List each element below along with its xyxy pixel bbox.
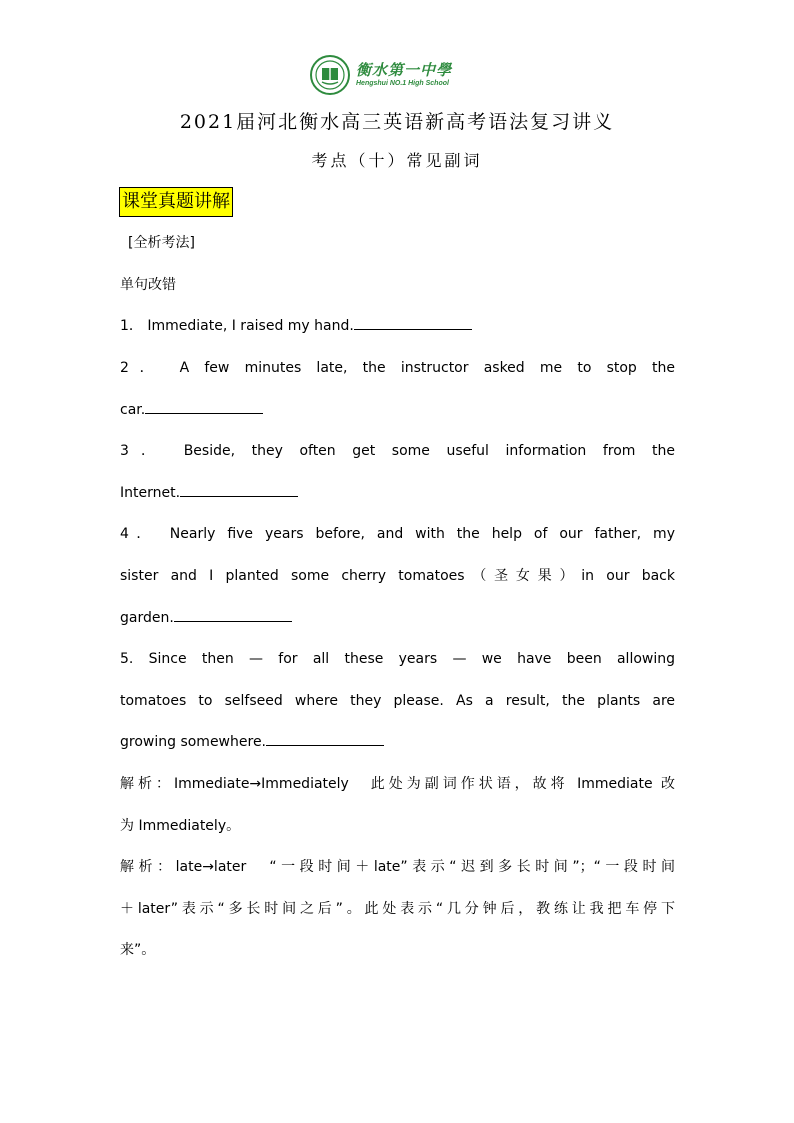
exercise-type: 单句改错 [120, 277, 176, 293]
answer-1-line-1: 解析：Immediate→Immediately 此处为副词作状语，故将 Immediate 改 [120, 776, 675, 792]
answer-1-line-2: 为 Immediately。 [120, 818, 241, 834]
answer-blank[interactable] [145, 400, 263, 414]
answer-blank[interactable] [174, 608, 292, 622]
question-2-line-2 [120, 400, 675, 420]
logo-chinese-name: 衡水第一中學 [356, 61, 453, 79]
answer-2-line-3: 来”。 [120, 942, 156, 958]
question-4-line-2: sister and I planted some cherry tomatoes（圣女果）in our back [120, 568, 675, 584]
question-2-text: car. [120, 402, 146, 418]
school-seal-icon [310, 55, 350, 95]
question-4-line-1: 4． Nearly five years before, and with the help of our father, my [120, 526, 675, 542]
answer-blank[interactable] [180, 483, 298, 497]
question-4-line-3 [120, 608, 675, 628]
question-4-text: garden. [120, 610, 174, 626]
question-1-text: 1． Immediate, I raised my hand. [120, 318, 354, 334]
tag-label: [全析考法] [128, 235, 195, 251]
document-title: 2021届河北衡水高三英语新高考语法复习讲义 [179, 111, 615, 133]
question-5-line-2: tomatoes to selfseed where they please. As a result, the plants are [120, 693, 675, 709]
question-2-line-1: 2． A few minutes late, the instructor asked me to stop the [120, 360, 675, 376]
answer-2-line-1: 解析：late→later “一段时间＋late”表示“迟到多长时间”；“一段时间 [120, 859, 675, 875]
question-5-text: growing somewhere. [120, 734, 267, 750]
question-3-line-2 [120, 483, 675, 503]
question-5-line-1: 5. Since then — for all these years — we have been allowing [120, 651, 675, 667]
logo-english-name: Hengshui NO.1 High School [356, 80, 449, 87]
answer-blank[interactable] [354, 316, 472, 330]
document-subtitle: 考点（十）常见副词 [311, 151, 483, 170]
question-3-text: Internet. [120, 485, 181, 501]
question-5-line-3 [120, 732, 675, 752]
section-label: 课堂真题讲解 [119, 187, 233, 217]
answer-blank[interactable] [266, 732, 384, 746]
answer-2-line-2: ＋later”表示“多长时间之后”。此处表示“几分钟后，教练让我把车停下 [120, 901, 675, 917]
school-logo [310, 54, 452, 96]
question-1 [120, 316, 675, 336]
question-3-line-1: 3． Beside, they often get some useful information from the [120, 443, 675, 459]
